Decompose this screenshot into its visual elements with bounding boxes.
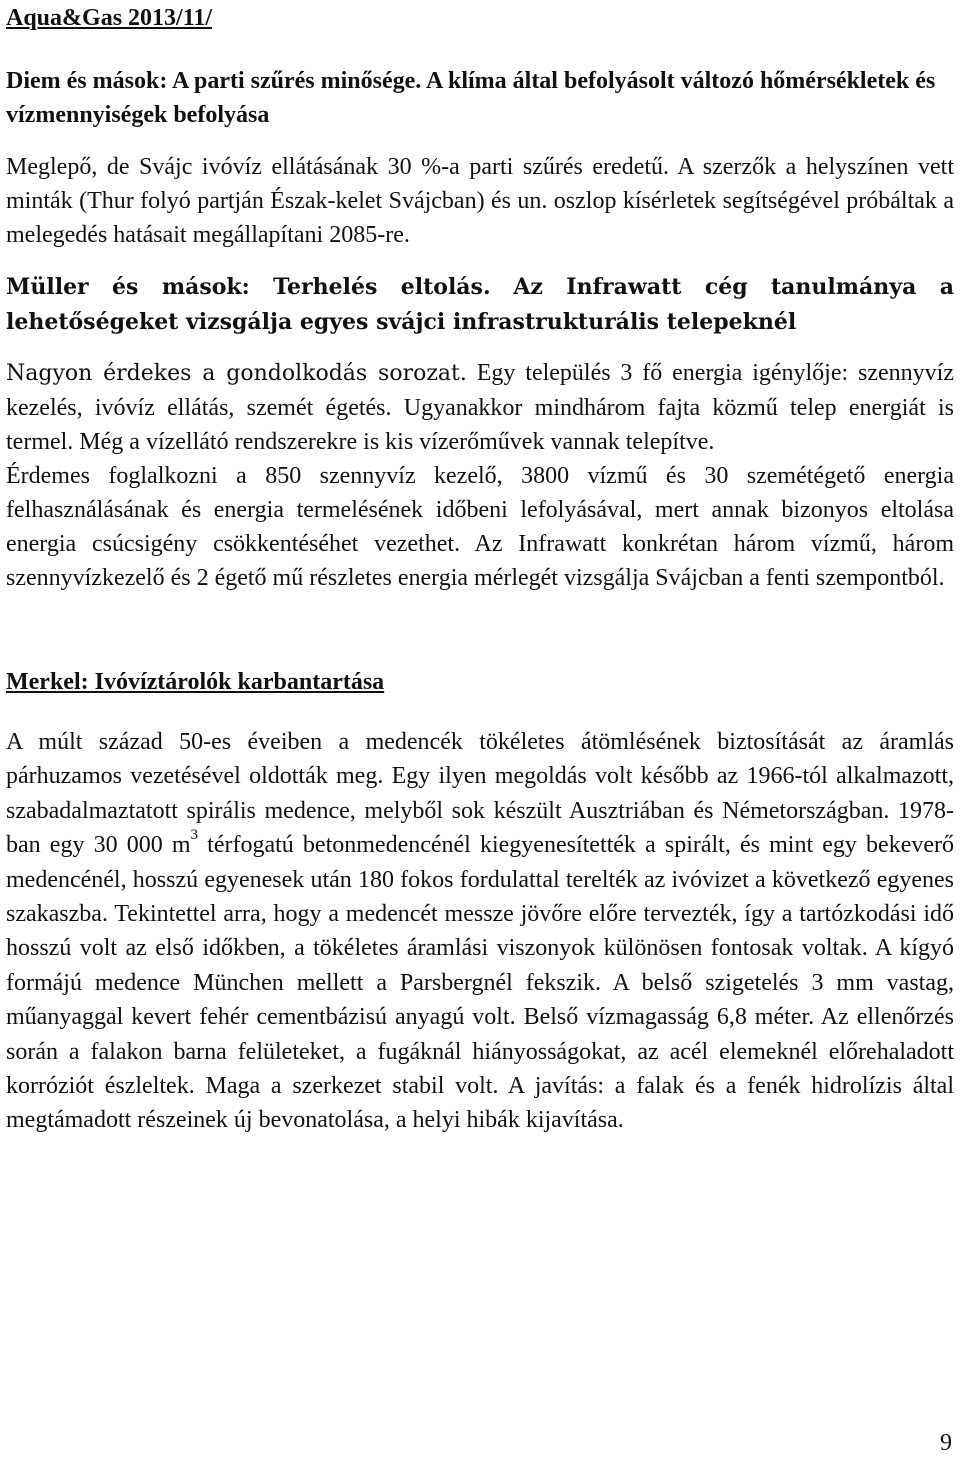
article2-body1-b: Egy település 3 fő energia igénylője: szennyvíz kezelés, ivóvíz ellátás, szemét égetés. <box>6 360 955 421</box>
article3-body <box>6 725 954 1138</box>
article2-title-cont: Az Infrawatt cég tanulmánya a lehetőségeket vizsgálja egyes svájci infrastrukturális telepeknél <box>6 274 954 335</box>
article1-title: Diem és mások: A parti szűrés minősége. A klíma által befolyásolt változó hőmérsékletek és vízmennyiségek befolyása <box>6 68 936 128</box>
article3-body-b: térfogatú betonmedencénél kiegyenesítették a spirált, és mint egy bekeverő medencénél, hosszú egyenesek után 180 fokos fordulattal terelték az ivóvizet a következő egyenes szakaszba. Tekintettel arra, hogy a medencét messze jövőre előre tervezték, így a tartózkodási idő hosszú volt az első időkben, a tökéletes áramlási viszonyok különösen fontosak voltak. A kígyó formájú medence München mellett a Parsbergnél fekszik. A belső szigetelés 3 mm vastag, műanyaggal kevert fehér cementbázisú anyagú volt. Belső vízmagasság 6,8 méter. Az ellenőrzés során a falakon barna felületeket, a fugáknál hiányosságokat, az acél elemeknél előrehaladott korróziót észleltek. Maga a szerkezet stabil volt. A javítás: a falak és a fenék hidrolízis által megtámadott részeinek új bevonatolása, a helyi hibák kijavítása. <box>6 832 954 1134</box>
article2-heading <box>6 270 954 340</box>
article3-title: Merkel: Ivóvíztárolók karbantartása <box>6 669 385 695</box>
article1-body: Meglepő, de Svájc ivóvíz ellátásának 30 %-a parti szűrés eredetű. A szerzők a helyszínen vett minták (Thur folyó partján Észak-kelet Svájcban) és un. oszlop kísérletek segítségével próbáltak a melegedés hatásait megállapítani 2085-re. <box>6 154 954 248</box>
article3-body-a: A múlt század 50-es éveiben a medencék tökéletes átömlésének biztosítását az áramlás párhuzamos vezetésével oldották meg. Egy ilyen megoldás volt később az 1966-tól alkalmazott, szabadalmaztatott spirális medence, melyből sok készült Ausztriában és Németországban. 1978-ban egy 30 000 m <box>6 729 954 859</box>
article2-title: Müller és mások: Terhelés eltolás. <box>6 274 491 300</box>
superscript-3: 3 <box>190 827 199 844</box>
page-number: 9 <box>940 1430 952 1456</box>
article2-body1-c: Ugyanakkor mindhárom fajta közmű telep energiát is termel. Még a vízellátó rendszerekre is kis vízerőművek vannak telepítve. <box>6 395 954 455</box>
article2-body1-a: Nagyon érdekes a gondolkodás sorozat. <box>6 361 467 386</box>
article2-body2: Érdemes foglalkozni a 850 szennyvíz kezelő, 3800 vízmű és 30 szemétégető energia felhasználásának és energia termelésének időbeni lefolyásával, mert annak bizonyos eltolása energia csúcsigény csökkentéséhet vezethet. Az Infrawatt konkrétan három vízmű, három szennyvízkezelő és 2 égető mű részletes energia mérlegét vizsgálja Svájcban a fenti szempontból. <box>6 463 954 591</box>
article2-body1 <box>6 356 954 459</box>
journal-header: Aqua&Gas 2013/11/ <box>6 5 213 31</box>
